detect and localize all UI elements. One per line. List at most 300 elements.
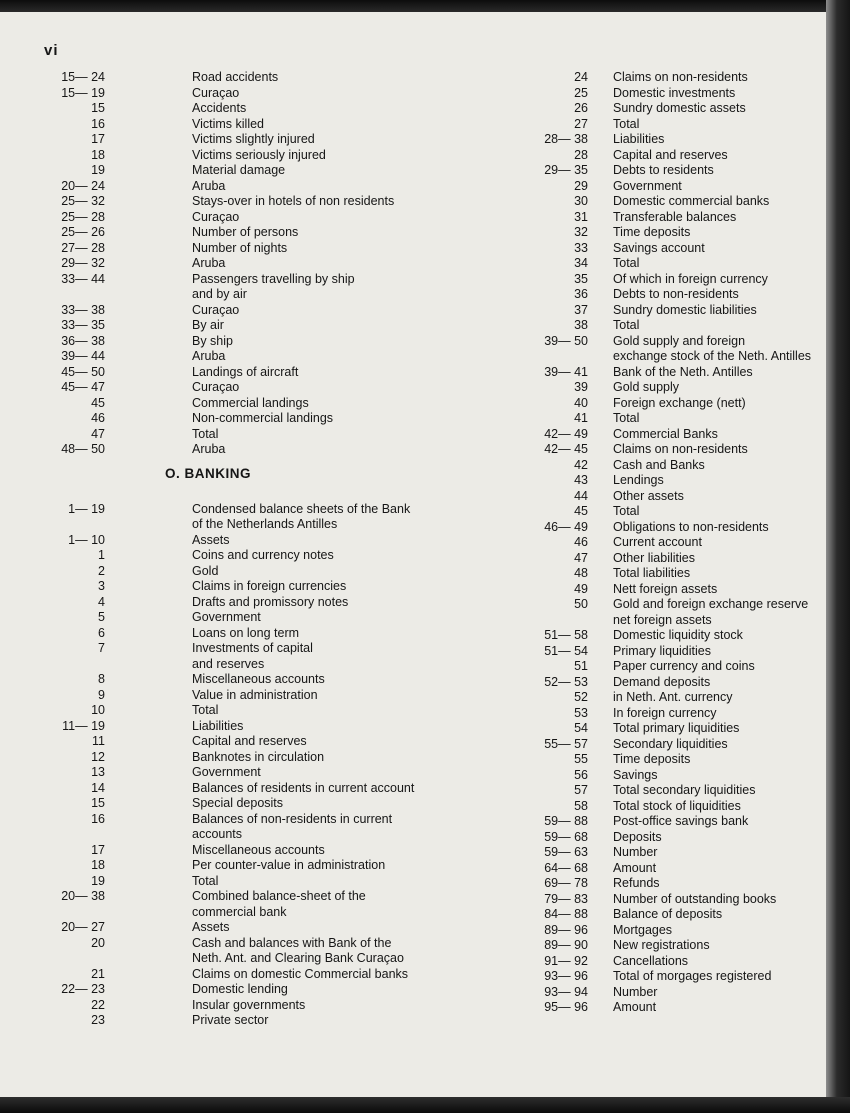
- index-entry: [510, 659, 836, 675]
- entry-label: Material damage: [192, 163, 286, 177]
- index-entry: [40, 148, 460, 164]
- table-number-range: 48— 50: [61, 442, 105, 456]
- table-number-range: 3: [98, 579, 105, 593]
- index-entry: [40, 719, 460, 735]
- index-entry: [40, 905, 460, 921]
- entry-label: Claims on domestic Commercial banks: [192, 966, 409, 981]
- index-entry: [510, 535, 836, 551]
- table-number-range: 42— 45: [544, 442, 588, 456]
- section-title-banking: O. BANKING: [165, 465, 251, 481]
- entry-label: Victims slightly injured: [192, 132, 315, 146]
- entry-label: Government: [192, 765, 261, 779]
- index-entry: [510, 318, 836, 334]
- entry-label: Government: [192, 610, 261, 624]
- table-number-range: 6: [98, 625, 105, 640]
- index-entry: [40, 688, 460, 704]
- table-number-range: 47: [574, 550, 588, 565]
- index-entry: [510, 334, 836, 350]
- table-number-range: 11: [92, 734, 105, 748]
- table-number-range: 33— 35: [61, 318, 105, 332]
- index-entry: [40, 874, 460, 890]
- entry-label: Curaçao: [192, 85, 240, 100]
- table-number-range: 20— 27: [61, 920, 105, 934]
- index-entry: [510, 194, 836, 210]
- index-entry: [510, 349, 836, 365]
- index-entry: [40, 641, 460, 657]
- scan-bottom-edge: [0, 1097, 850, 1113]
- table-number-range: 53: [574, 705, 588, 720]
- table-number-range: 15: [91, 796, 105, 810]
- table-number-range: 55: [574, 752, 588, 766]
- index-entry: [510, 969, 836, 985]
- entry-label: Current account: [613, 535, 702, 549]
- table-number-range: 15— 24: [61, 70, 105, 84]
- entry-label: Number: [613, 984, 658, 999]
- entry-label: Number of outstanding books: [613, 891, 777, 906]
- index-entry: [510, 287, 836, 303]
- entry-label: Post-office savings bank: [613, 814, 749, 828]
- index-entry: [510, 520, 836, 536]
- entry-label: Amount: [613, 860, 657, 875]
- entry-label: Sundry domestic liabilities: [613, 302, 757, 317]
- table-number-range: 39: [574, 380, 588, 394]
- entry-label: Refunds: [613, 876, 660, 890]
- index-entry: [40, 256, 460, 272]
- table-number-range: 89— 96: [544, 922, 588, 937]
- entry-label: Number: [613, 845, 658, 859]
- entry-label: Other liabilities: [613, 550, 695, 565]
- entry-label: Domestic commercial banks: [613, 194, 770, 208]
- index-entry: [510, 489, 836, 505]
- entry-label: Cash and balances with Bank of the: [192, 935, 392, 950]
- index-entry: [510, 1000, 836, 1016]
- entry-label: Primary liquidities: [613, 643, 711, 658]
- entry-label: Total: [192, 426, 219, 441]
- table-number-range: 2: [98, 563, 105, 578]
- table-number-range: 42— 49: [544, 426, 588, 441]
- entry-label: Time deposits: [613, 752, 691, 766]
- table-number-range: 79— 83: [544, 891, 588, 906]
- entry-label: Total: [192, 703, 219, 717]
- index-entry: [40, 595, 460, 611]
- index-entry: [40, 610, 460, 626]
- table-number-range: 41: [574, 411, 588, 425]
- table-number-range: 52: [574, 690, 588, 704]
- entry-label: Amount: [613, 1000, 657, 1014]
- index-entry: [40, 982, 460, 998]
- index-entry: [510, 442, 836, 458]
- entry-label: Drafts and promissory notes: [192, 594, 349, 609]
- entry-label: Private sector: [192, 1013, 269, 1027]
- table-number-range: 1— 10: [68, 532, 105, 547]
- table-number-range: 64— 68: [544, 860, 588, 875]
- entry-label: Gold supply and foreign: [613, 333, 746, 348]
- entry-label: Curaçao: [192, 380, 240, 394]
- entry-label: Loans on long term: [192, 625, 300, 640]
- table-number-range: 36— 38: [61, 333, 105, 348]
- index-entry: [40, 132, 460, 148]
- table-number-range: 23: [91, 1013, 105, 1027]
- entry-label: Victims killed: [192, 116, 265, 131]
- index-entry: [510, 845, 836, 861]
- entry-label: Paper currency and coins: [613, 659, 755, 673]
- table-number-range: 25: [574, 85, 588, 100]
- table-number-range: 7: [98, 641, 105, 655]
- table-number-range: 89— 90: [544, 938, 588, 952]
- entry-label: Total: [613, 116, 640, 131]
- entry-label: Transferable balances: [613, 209, 737, 224]
- index-entry: [40, 750, 460, 766]
- index-entry: [40, 411, 460, 427]
- entry-label: Aruba: [192, 442, 226, 456]
- table-number-range: 59— 63: [544, 845, 588, 859]
- entry-label: Total primary liquidities: [613, 721, 740, 735]
- table-number-range: 16: [91, 116, 105, 131]
- entry-label: Aruba: [192, 349, 226, 363]
- table-number-range: 48: [574, 566, 588, 580]
- index-entry: [510, 210, 836, 226]
- index-entry: [510, 473, 836, 489]
- entry-label: Claims on non-residents: [613, 442, 748, 456]
- table-number-range: 30: [574, 194, 588, 208]
- index-entry: [510, 303, 836, 319]
- entry-label: Total of morgages registered: [613, 969, 772, 983]
- index-entry: [510, 458, 836, 474]
- table-number-range: 59— 88: [544, 814, 588, 828]
- entry-label: Gold: [192, 563, 219, 578]
- entry-label: Coins and currency notes: [192, 548, 334, 562]
- index-entry: [40, 936, 460, 952]
- entry-label: Stays-over in hotels of non residents: [192, 194, 395, 208]
- table-number-range: 18: [91, 147, 105, 162]
- entry-label: Lendings: [613, 473, 664, 487]
- table-number-range: 37: [574, 302, 588, 317]
- entry-label: Demand deposits: [613, 674, 711, 689]
- entry-label: Of which in foreign currency: [613, 271, 768, 286]
- table-number-range: 51— 54: [544, 643, 588, 658]
- entry-label: Total stock of liquidities: [613, 798, 741, 813]
- table-number-range: 55— 57: [544, 736, 588, 751]
- entry-label: Non-commercial landings: [192, 411, 334, 425]
- index-entry: [40, 117, 460, 133]
- index-entry: [510, 396, 836, 412]
- entry-label: Victims seriously injured: [192, 147, 326, 162]
- entry-label: Deposits: [613, 829, 662, 844]
- index-entry: [510, 938, 836, 954]
- entry-label: Balances of non-residents in current: [192, 811, 393, 826]
- table-number-range: 29— 32: [61, 256, 105, 270]
- entry-label: Cancellations: [613, 953, 689, 968]
- entry-label: Landings of aircraft: [192, 364, 299, 379]
- index-entry: [510, 737, 836, 753]
- table-number-range: 10: [91, 703, 105, 717]
- table-number-range: 13: [91, 765, 105, 779]
- entry-label: Government: [613, 178, 682, 193]
- left-column: [40, 70, 460, 1029]
- index-entry: [510, 613, 836, 629]
- entry-label: Time deposits: [613, 225, 691, 239]
- table-number-range: 33: [574, 240, 588, 255]
- index-entry: [40, 781, 460, 797]
- entry-label: Neth. Ant. and Clearing Bank Curaçao: [192, 951, 404, 965]
- index-entry: [510, 117, 836, 133]
- index-entry: [40, 502, 460, 518]
- index-entry: [40, 998, 460, 1014]
- table-number-range: 44: [574, 488, 588, 503]
- entry-label: Insular governments: [192, 997, 306, 1012]
- entry-label: Debts to residents: [613, 163, 714, 177]
- index-entry: [510, 799, 836, 815]
- entry-label: Aruba: [192, 178, 226, 193]
- table-number-range: 15— 19: [61, 85, 105, 100]
- entry-label: Investments of capital: [192, 641, 313, 655]
- table-number-range: 49: [574, 581, 588, 596]
- entry-label: Liabilities: [613, 132, 665, 146]
- table-number-range: 20: [91, 935, 105, 950]
- entry-label: Liabilities: [192, 718, 244, 733]
- index-entry: [40, 334, 460, 350]
- index-entry: [40, 734, 460, 750]
- page-number: vi: [44, 42, 59, 59]
- entry-label: Savings: [613, 767, 658, 782]
- entry-label: Balances of residents in current account: [192, 780, 415, 795]
- table-number-range: 34: [574, 256, 588, 270]
- entry-label: Balance of deposits: [613, 907, 723, 921]
- index-entry: [510, 380, 836, 396]
- index-entry: [40, 241, 460, 257]
- index-entry: [40, 396, 460, 412]
- entry-label: Miscellaneous accounts: [192, 672, 325, 686]
- table-number-range: 46: [91, 411, 105, 425]
- table-number-range: 45— 50: [61, 364, 105, 379]
- table-number-range: 12: [91, 749, 105, 764]
- entry-label: Road accidents: [192, 70, 279, 84]
- table-number-range: 35: [574, 271, 588, 286]
- table-number-range: 17: [91, 132, 105, 146]
- entry-label: net foreign assets: [613, 612, 712, 627]
- entry-label: of the Netherlands Antilles: [192, 517, 338, 531]
- index-entry: [40, 827, 460, 843]
- index-entry: [510, 179, 836, 195]
- entry-label: Value in administration: [192, 687, 318, 702]
- index-entry: [510, 954, 836, 970]
- entry-label: Miscellaneous accounts: [192, 842, 325, 857]
- table-number-range: 20— 24: [61, 178, 105, 193]
- entry-label: Total: [613, 256, 640, 270]
- table-number-range: 33— 38: [61, 302, 105, 317]
- table-number-range: 54: [574, 721, 588, 735]
- index-entry: [510, 675, 836, 691]
- entry-label: Mortgages: [613, 922, 673, 937]
- entry-label: Secondary liquidities: [613, 736, 728, 751]
- table-number-range: 18: [91, 858, 105, 872]
- table-number-range: 38: [574, 318, 588, 332]
- entry-label: Number of persons: [192, 225, 299, 239]
- table-number-range: 32: [574, 225, 588, 239]
- table-number-range: 39— 44: [61, 349, 105, 363]
- entry-label: Total secondary liquidities: [613, 783, 756, 797]
- table-number-range: 25— 28: [61, 209, 105, 224]
- index-entry: [510, 427, 836, 443]
- entry-label: By air: [192, 318, 224, 332]
- table-number-range: 39— 50: [544, 333, 588, 348]
- index-entry: [40, 427, 460, 443]
- table-number-range: 39— 41: [544, 364, 588, 379]
- table-number-range: 45: [91, 395, 105, 410]
- entry-label: Bank of the Neth. Antilles: [613, 364, 753, 379]
- entry-label: Banknotes in circulation: [192, 749, 325, 764]
- entry-label: By ship: [192, 333, 233, 348]
- table-number-range: 51: [574, 659, 588, 673]
- table-number-range: 15: [91, 101, 105, 115]
- table-number-range: 51— 58: [544, 628, 588, 642]
- entry-label: Domestic lending: [192, 982, 288, 996]
- index-entry: [510, 411, 836, 427]
- index-entry: [510, 256, 836, 272]
- index-entry: [40, 951, 460, 967]
- entry-label: Aruba: [192, 256, 226, 270]
- table-number-range: 19: [91, 163, 105, 177]
- table-number-range: 29— 35: [544, 163, 588, 177]
- index-entry: [40, 1013, 460, 1029]
- index-entry: [40, 843, 460, 859]
- index-entry: [40, 796, 460, 812]
- entry-label: New registrations: [613, 938, 710, 952]
- table-number-range: 22— 23: [61, 982, 105, 996]
- table-number-range: 33— 44: [61, 271, 105, 286]
- table-number-range: 8: [98, 672, 105, 686]
- entry-label: Commercial Banks: [613, 426, 718, 441]
- index-entry: [510, 70, 836, 86]
- table-number-range: 21: [91, 966, 105, 981]
- index-entry: [510, 582, 836, 598]
- index-entry: [510, 892, 836, 908]
- entry-label: Number of nights: [192, 240, 288, 255]
- index-entry: [40, 365, 460, 381]
- index-entry: [40, 533, 460, 549]
- entry-label: and by air: [192, 287, 247, 301]
- index-entry: [40, 287, 460, 303]
- entry-label: Accidents: [192, 101, 247, 115]
- entry-label: Assets: [192, 920, 230, 934]
- table-number-range: 17: [91, 842, 105, 857]
- right-column: [510, 70, 836, 1016]
- index-entry: [40, 889, 460, 905]
- table-number-range: 31: [574, 209, 588, 224]
- table-number-range: 25— 32: [61, 194, 105, 208]
- table-number-range: 50: [574, 597, 588, 611]
- entry-label: Assets: [192, 532, 230, 547]
- entry-label: in Neth. Ant. currency: [613, 690, 733, 704]
- index-entry: [40, 703, 460, 719]
- table-number-range: 58: [574, 798, 588, 813]
- index-entry: [510, 241, 836, 257]
- entry-label: Condensed balance sheets of the Bank: [192, 501, 411, 516]
- index-entry: [510, 861, 836, 877]
- index-entry: [510, 597, 836, 613]
- index-entry: [510, 814, 836, 830]
- index-entry: [40, 163, 460, 179]
- entry-label: Foreign exchange (nett): [613, 395, 746, 410]
- entry-label: Combined balance-sheet of the: [192, 889, 366, 903]
- table-number-range: 27: [574, 116, 588, 131]
- entry-label: Domestic liquidity stock: [613, 628, 743, 642]
- table-number-range: 42: [574, 457, 588, 472]
- index-entry: [510, 752, 836, 768]
- index-entry: [40, 194, 460, 210]
- index-entry: [510, 365, 836, 381]
- scan-top-edge: [0, 0, 850, 12]
- index-entry: [40, 765, 460, 781]
- table-number-range: 1: [98, 548, 105, 562]
- index-entry: [510, 830, 836, 846]
- table-number-range: 45— 47: [61, 380, 105, 394]
- index-entry: [40, 179, 460, 195]
- entry-label: exchange stock of the Neth. Antilles: [613, 349, 812, 363]
- index-entry: [40, 318, 460, 334]
- entry-label: Capital and reserves: [613, 147, 728, 162]
- index-entry: [510, 876, 836, 892]
- entry-label: Total: [613, 411, 640, 425]
- entry-label: Claims in foreign currencies: [192, 579, 347, 593]
- entry-label: Curaçao: [192, 302, 240, 317]
- index-entry: [40, 86, 460, 102]
- table-number-range: 56: [574, 767, 588, 782]
- entry-label: Special deposits: [192, 796, 284, 810]
- table-number-range: 26: [574, 101, 588, 115]
- index-entry: [510, 907, 836, 923]
- entry-label: Commercial landings: [192, 395, 309, 410]
- entry-label: Cash and Banks: [613, 457, 705, 472]
- index-entry: [40, 564, 460, 580]
- table-number-range: 91— 92: [544, 953, 588, 968]
- table-number-range: 69— 78: [544, 876, 588, 890]
- entry-label: Total: [613, 504, 640, 518]
- index-entry: [510, 101, 836, 117]
- index-entry: [40, 967, 460, 983]
- table-number-range: 14: [91, 780, 105, 795]
- index-entry: [40, 303, 460, 319]
- entry-label: Debts to non-residents: [613, 287, 739, 301]
- index-entry: [510, 783, 836, 799]
- entry-label: Sundry domestic assets: [613, 101, 746, 115]
- table-number-range: 95— 96: [544, 1000, 588, 1014]
- index-entry: [510, 644, 836, 660]
- entry-label: Curaçao: [192, 209, 240, 224]
- index-entry: [40, 858, 460, 874]
- entry-label: Gold and foreign exchange reserve: [613, 597, 809, 611]
- table-number-range: 43: [574, 473, 588, 487]
- table-number-range: 19: [91, 873, 105, 888]
- index-entry: [510, 163, 836, 179]
- index-entry: [510, 566, 836, 582]
- entry-label: Claims on non-residents: [613, 70, 748, 84]
- table-number-range: 45: [574, 504, 588, 518]
- entry-label: accounts: [192, 827, 243, 841]
- entry-label: Obligations to non-residents: [613, 519, 769, 534]
- index-entry: [510, 768, 836, 784]
- index-entry: [510, 706, 836, 722]
- entry-label: commercial bank: [192, 904, 287, 919]
- table-number-range: 24: [574, 70, 588, 84]
- index-entry: [510, 985, 836, 1001]
- table-number-range: 52— 53: [544, 674, 588, 689]
- index-entry: [510, 628, 836, 644]
- table-number-range: 1— 19: [68, 501, 105, 516]
- index-entry: [40, 380, 460, 396]
- index-entry: [40, 70, 460, 86]
- index-entry: [510, 132, 836, 148]
